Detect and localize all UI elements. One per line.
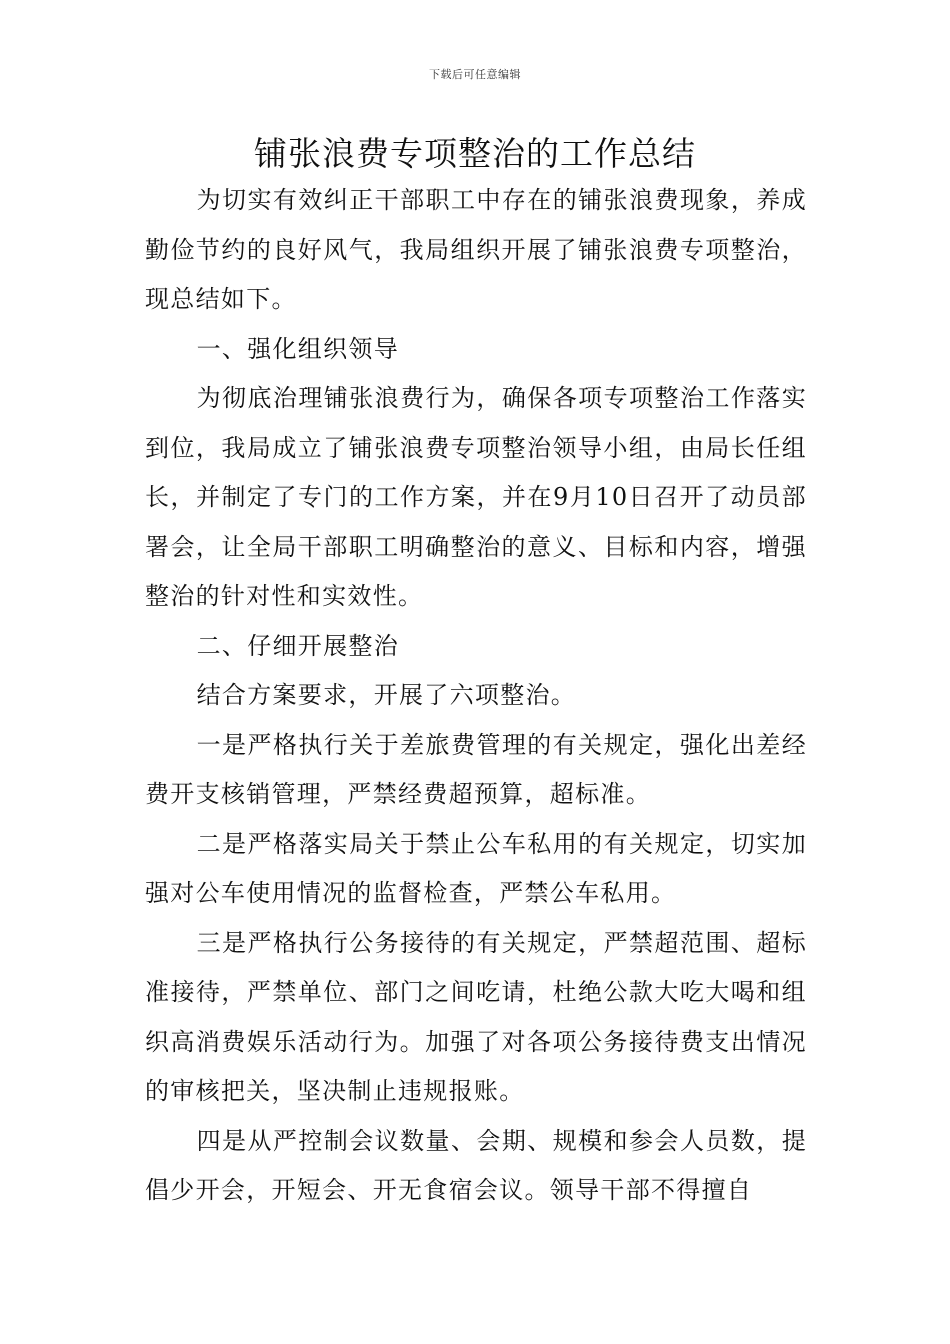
paragraph-item-4: 四是从严控制会议数量、会期、规模和参会人员数，提倡少开会，开短会、开无食宿会议。领导干部不得擅自 xyxy=(145,1126,807,1204)
paragraph-intro: 为切实有效纠正干部职工中存在的铺张浪费现象，养成勤俭节约的良好风气，我局组织开展了铺张浪费专项整治，现总结如下。 xyxy=(145,186,807,313)
paragraph-item-2: 二是严格落实局关于禁止公车私用的有关规定，切实加强对公车使用情况的监督检查，严禁公车私用。 xyxy=(145,829,807,907)
document-body xyxy=(145,176,807,1216)
section-heading-2: 二、仔细开展整治 xyxy=(196,631,399,660)
paragraph-six-items: 结合方案要求，开展了六项整治。 xyxy=(196,681,577,709)
header-note: 下载后可任意编辑 xyxy=(429,68,521,81)
paragraph-item-1: 一是严格执行关于差旅费管理的有关规定，强化出差经费开支核销管理，严禁经费超预算，超标准。 xyxy=(145,730,807,808)
paragraph-item-3: 三是严格执行公务接待的有关规定，严禁超范围、超标准接待，严禁单位、部门之间吃请，杜绝公款大吃大喝和组织高消费娱乐活动行为。加强了对各项公务接待费支出情况的审核把关，坚决制止违规报账。 xyxy=(145,928,807,1105)
paragraph-organization: 为彻底治理铺张浪费行为，确保各项专项整治工作落实到位，我局成立了铺张浪费专项整治领导小组，由局长任组长，并制定了专门的工作方案，并在9月10日召开了动员部署会，让全局干部职工明确整治的意义、目标和内容，增强整治的针对性和实效性。 xyxy=(145,384,807,610)
section-heading-1: 一、强化组织领导 xyxy=(196,334,399,363)
document-title: 铺张浪费专项整治的工作总结 xyxy=(254,134,696,173)
